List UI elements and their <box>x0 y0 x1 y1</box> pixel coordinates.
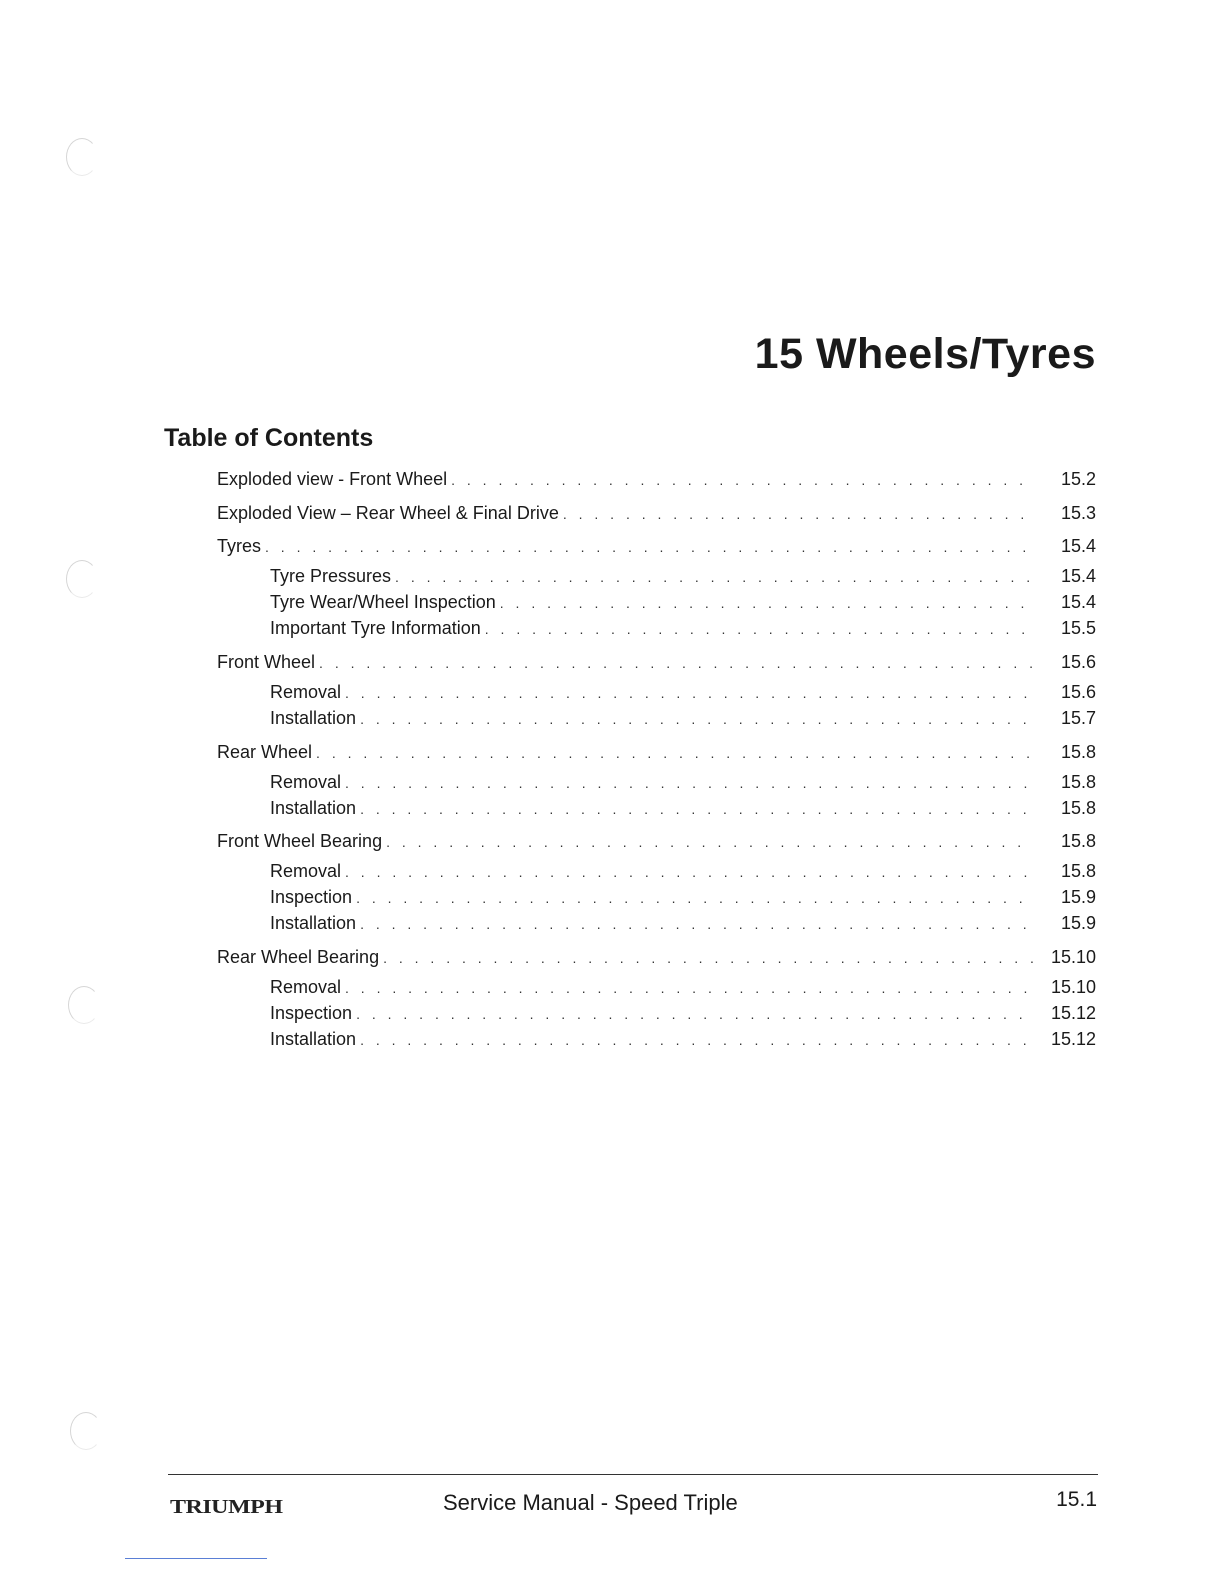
footer-page-number: 15.1 <box>1056 1488 1097 1511</box>
toc-subentry[interactable] <box>270 796 1096 820</box>
toc-subentry[interactable] <box>270 616 1096 640</box>
toc-entry[interactable] <box>217 829 1096 853</box>
toc-entry-page: 15.12 <box>1050 1029 1096 1049</box>
toc-entry-label: Removal <box>270 977 342 997</box>
toc-entry-label: Inspection <box>270 1003 353 1023</box>
toc-entry-page: 15.2 <box>1060 469 1096 489</box>
toc-entry-page: 15.4 <box>1060 592 1096 612</box>
triumph-logo: TRIUMPH <box>170 1496 283 1519</box>
dot-leader <box>383 946 1034 970</box>
toc-entry-label: Exploded view - Front Wheel <box>217 469 448 489</box>
dot-leader <box>345 681 1034 705</box>
toc-subentry[interactable] <box>270 770 1096 794</box>
toc-subentry[interactable] <box>270 911 1096 935</box>
toc-entry-page: 15.10 <box>1050 947 1096 967</box>
dot-leader <box>356 886 1034 910</box>
toc-entry[interactable] <box>217 534 1096 558</box>
toc-entry-page: 15.8 <box>1060 861 1096 881</box>
toc-entry-label: Exploded View – Rear Wheel & Final Drive <box>217 503 559 523</box>
toc-subentry[interactable] <box>270 885 1096 909</box>
dot-leader <box>485 617 1034 641</box>
toc-entry-label: Installation <box>270 798 357 818</box>
toc-entry-label: Front Wheel <box>217 652 316 672</box>
toc-entry-page: 15.8 <box>1060 742 1096 762</box>
toc-entry-label: Rear Wheel <box>217 742 313 762</box>
dot-leader <box>316 741 1034 765</box>
footer-title: Service Manual - Speed Triple <box>443 1490 738 1515</box>
dot-leader <box>319 651 1034 675</box>
toc-entry-label: Installation <box>270 1029 357 1049</box>
toc-entry-label: Important Tyre Information <box>270 618 481 638</box>
dot-leader <box>345 771 1034 795</box>
toc-entry-label: Tyres <box>217 536 262 556</box>
toc-entry-page: 15.10 <box>1050 977 1096 997</box>
toc-entry-page: 15.6 <box>1060 682 1096 702</box>
bottom-edge-line <box>125 1558 267 1559</box>
dot-leader <box>500 591 1034 615</box>
toc-entry-label: Tyre Pressures <box>270 566 392 586</box>
toc-subentry[interactable] <box>270 1027 1096 1051</box>
toc-subentry[interactable] <box>270 564 1096 588</box>
dot-leader <box>395 565 1034 589</box>
dot-leader <box>345 860 1034 884</box>
toc-entry-label: Installation <box>270 708 357 728</box>
toc-entry-label: Installation <box>270 913 357 933</box>
dot-leader <box>563 502 1034 526</box>
toc-entry[interactable] <box>217 650 1096 674</box>
dot-leader <box>451 468 1034 492</box>
dot-leader <box>360 1028 1034 1052</box>
toc-entry-page: 15.4 <box>1060 536 1096 556</box>
toc-entry-label: Removal <box>270 772 342 792</box>
toc-entry-page: 15.3 <box>1060 503 1096 523</box>
toc-subentry[interactable] <box>270 859 1096 883</box>
toc-subentry[interactable] <box>270 706 1096 730</box>
toc-entry-label: Tyre Wear/Wheel Inspection <box>270 592 496 612</box>
dot-leader <box>386 830 1034 854</box>
dot-leader <box>360 912 1034 936</box>
toc-entry-label: Inspection <box>270 887 353 907</box>
toc-entry-label: Rear Wheel Bearing <box>217 947 380 967</box>
dot-leader <box>265 535 1034 559</box>
dot-leader <box>360 797 1034 821</box>
footer-divider <box>168 1474 1098 1475</box>
toc-entry-label: Removal <box>270 682 342 702</box>
toc-entry-page: 15.8 <box>1060 798 1096 818</box>
toc-entry-page: 15.12 <box>1050 1003 1096 1023</box>
toc-heading: Table of Contents <box>164 424 374 452</box>
dot-leader <box>356 1002 1034 1026</box>
toc-entry[interactable] <box>217 945 1096 969</box>
toc-entry-page: 15.5 <box>1060 618 1096 638</box>
toc-subentry[interactable] <box>270 1001 1096 1025</box>
toc-subentry[interactable] <box>270 680 1096 704</box>
toc-entry-page: 15.9 <box>1060 913 1096 933</box>
toc-entry[interactable] <box>217 467 1096 491</box>
toc-entry-page: 15.6 <box>1060 652 1096 672</box>
toc-entry-page: 15.8 <box>1060 772 1096 792</box>
toc-subentry[interactable] <box>270 590 1096 614</box>
toc-entry-label: Front Wheel Bearing <box>217 831 383 851</box>
toc-subentry[interactable] <box>270 975 1096 999</box>
toc-entry-page: 15.4 <box>1060 566 1096 586</box>
dot-leader <box>345 976 1034 1000</box>
toc-entry-page: 15.8 <box>1060 831 1096 851</box>
toc-entry-page: 15.9 <box>1060 887 1096 907</box>
chapter-title: 15 Wheels/Tyres <box>754 330 1096 378</box>
dot-leader <box>360 707 1034 731</box>
toc-entry-page: 15.7 <box>1060 708 1096 728</box>
toc-entry-label: Removal <box>270 861 342 881</box>
toc-entry[interactable] <box>217 501 1096 525</box>
toc-entry[interactable] <box>217 740 1096 764</box>
